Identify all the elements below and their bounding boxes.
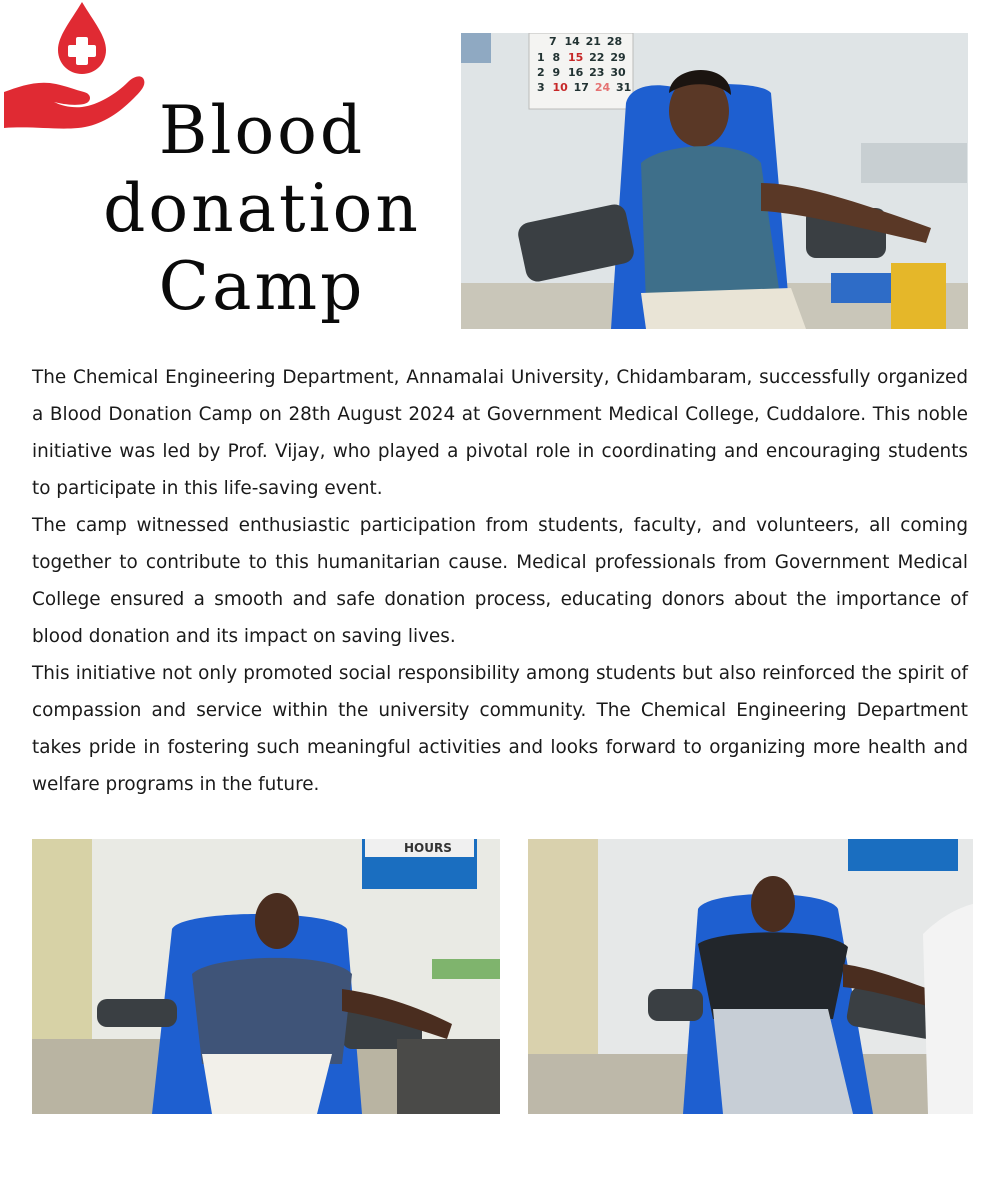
title-line-3: Camp xyxy=(158,248,366,325)
photo-donor-reclining xyxy=(528,839,973,1114)
title-line-2: donation xyxy=(103,170,421,247)
paragraph-1: The Chemical Engineering Department, Annamalai University, Chidambaram, successfully organized a Blood Donation Camp on 28th August 2024 at Government Medical College, Cuddalore. This noble initiative was led by Prof. Vijay, who played a pivotal role in coordinating and encouraging students to participate in this life-saving event. xyxy=(32,367,968,499)
photo-donor-blue-chair xyxy=(32,839,500,1114)
svg-text:HOURS: HOURS xyxy=(404,841,452,855)
article-body xyxy=(32,359,968,803)
title-line-1: Blood xyxy=(158,92,366,169)
paragraph-3: This initiative not only promoted social responsibility among students but also reinforced the spirit of compassion and service within the university community. The Chemical Engineering Department takes pride in fostering such meaningful activities and looks forward to organizing more health and welfare programs in the future. xyxy=(32,663,968,795)
photo-donor-smiling xyxy=(461,33,968,329)
page-title xyxy=(92,92,432,326)
calendar-row-4: 3 10 17 24 31 xyxy=(537,81,632,94)
calendar-row-2: 1 8 15 22 29 xyxy=(537,51,626,64)
paragraph-2: The camp witnessed enthusiastic participation from students, faculty, and volunteers, all coming together to contribute to this humanitarian cause. Medical professionals from Government Medical College ensured a smooth and safe donation process, educating donors about the importance of blood donation and its impact on saving lives. xyxy=(32,515,968,647)
wall-calendar xyxy=(529,33,633,109)
wall-poster xyxy=(362,839,477,889)
calendar-row-3: 2 9 16 23 30 xyxy=(537,66,626,79)
calendar-row-1: 7 14 21 28 xyxy=(549,35,623,48)
